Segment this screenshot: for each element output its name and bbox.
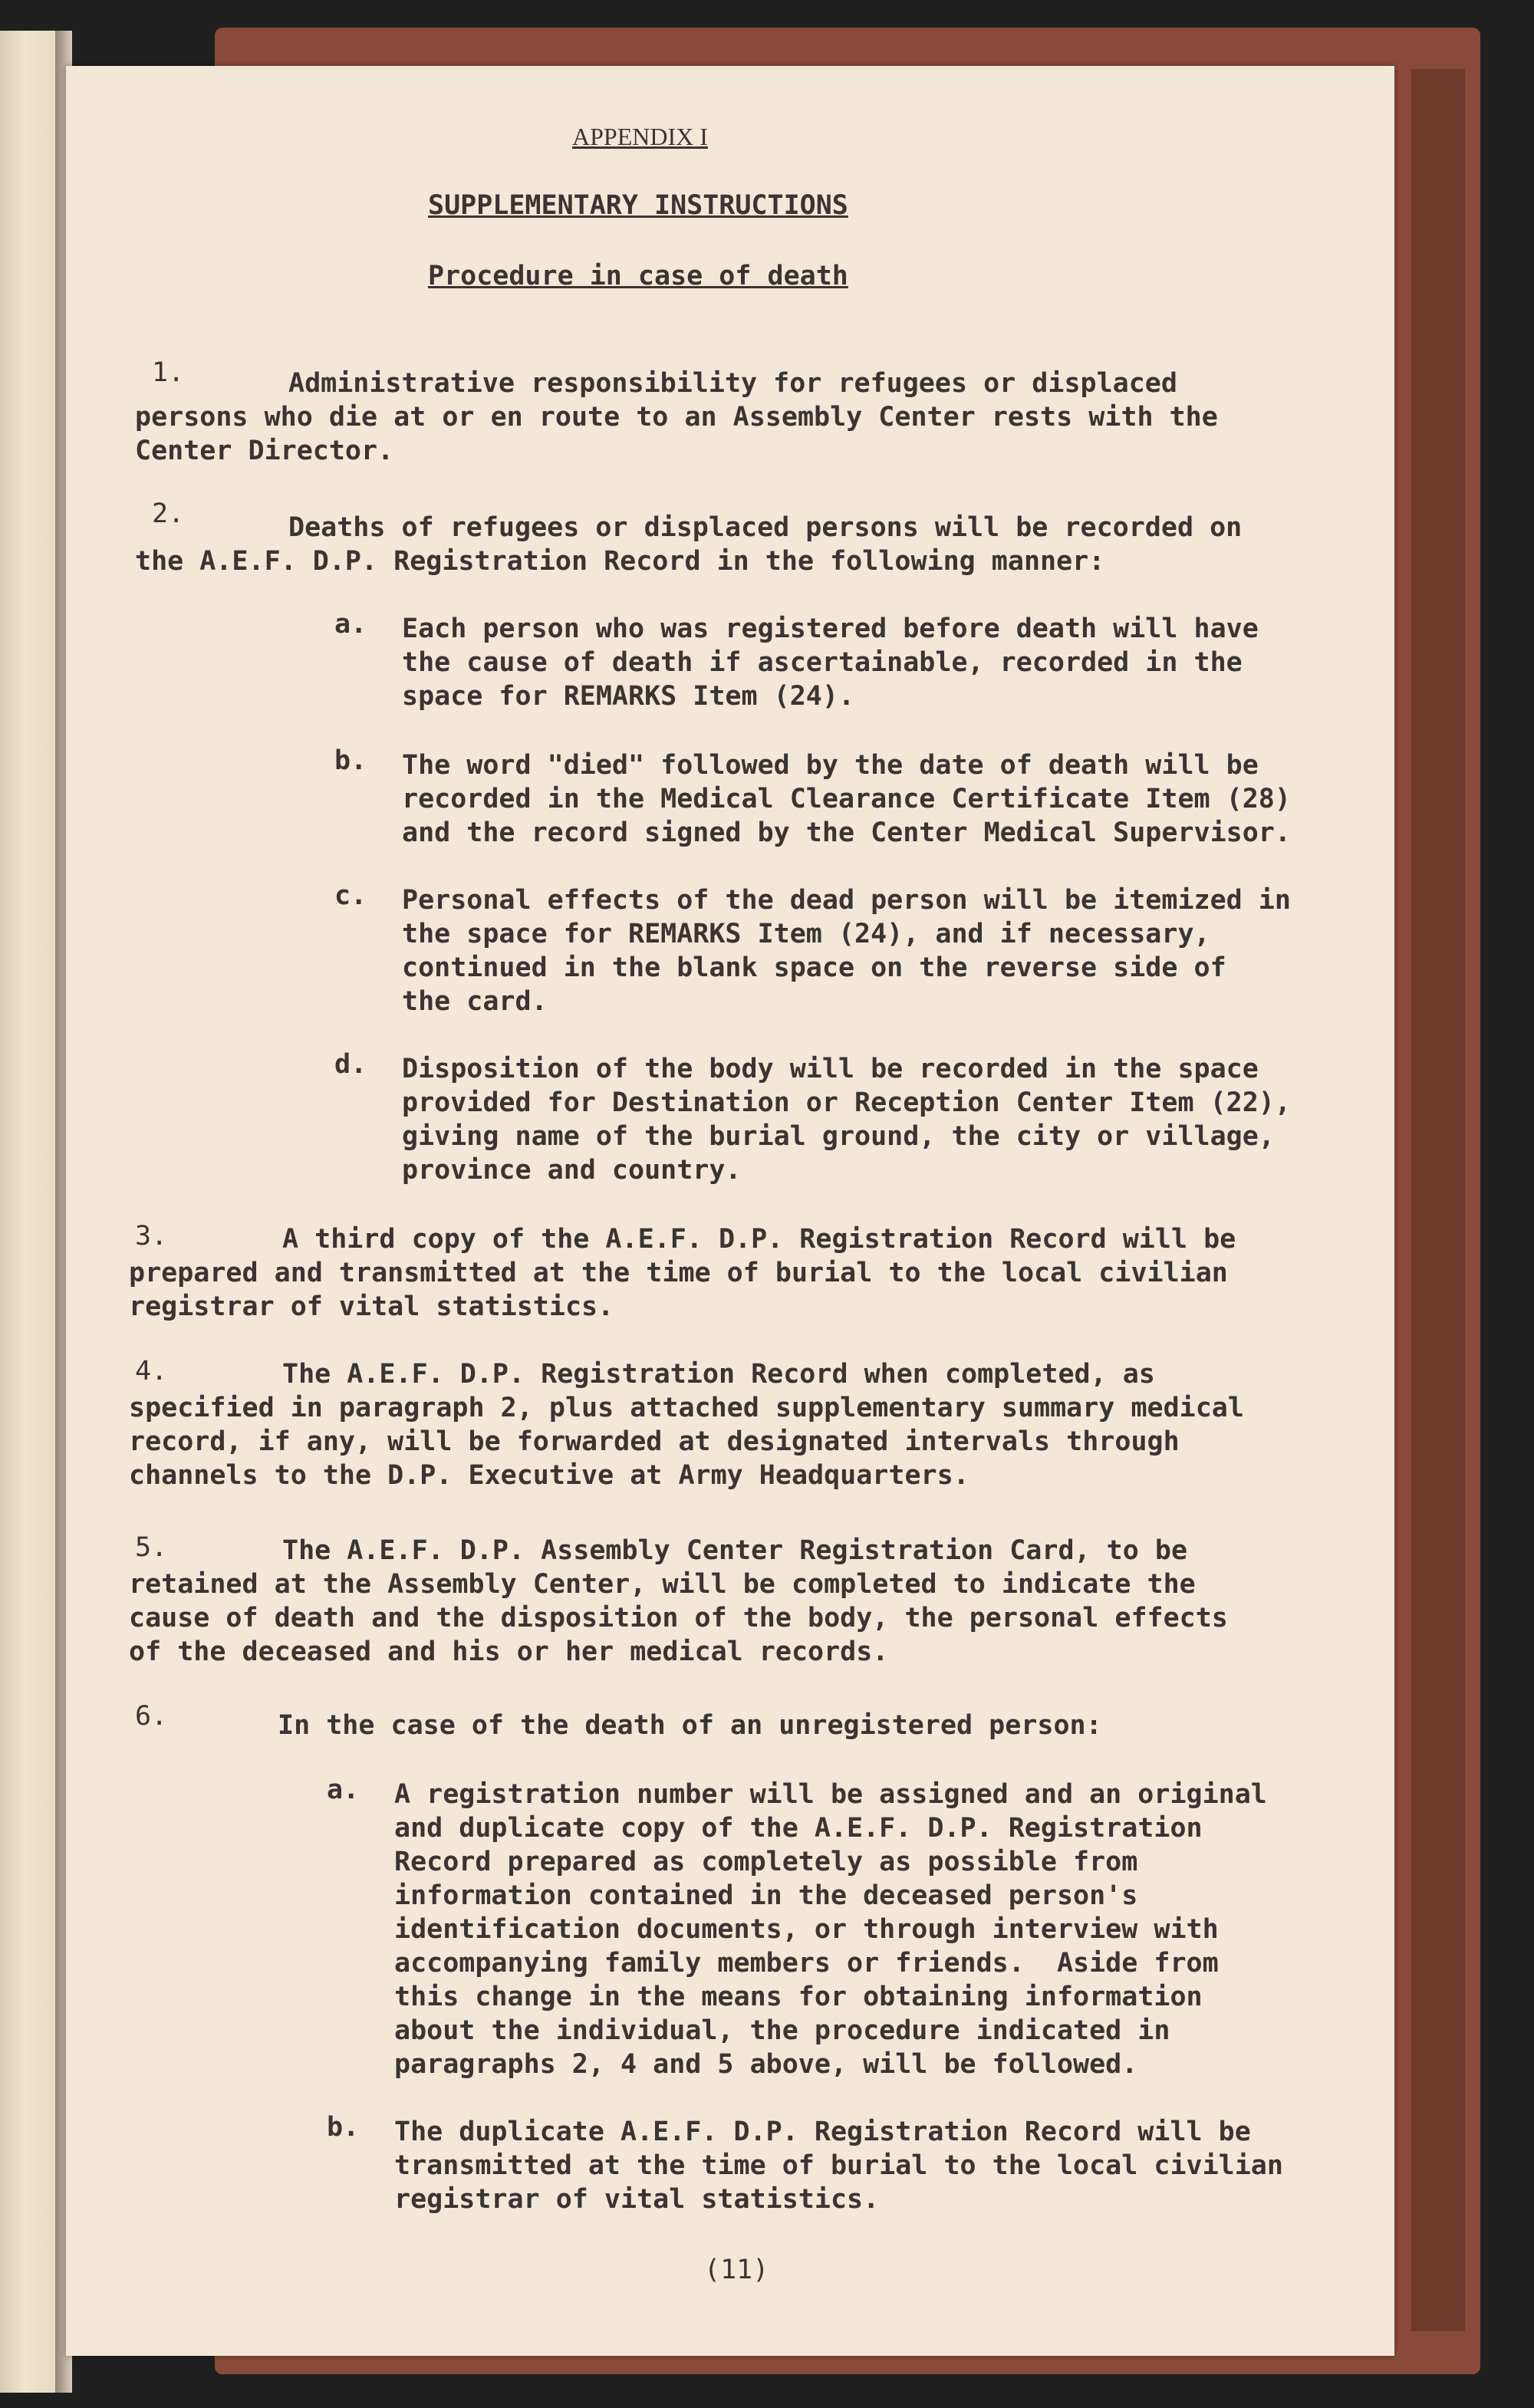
item-line: Personal effects of the dead person will be itemized in	[402, 885, 1291, 916]
paragraph-line: channels to the D.P. Executive at Army Headquarters.	[129, 1460, 969, 1491]
item-label: b.	[327, 2112, 360, 2143]
paragraph-line: record, if any, will be forwarded at designated intervals through	[129, 1426, 1180, 1457]
paragraph-line: retained at the Assembly Center, will be completed to indicate the	[129, 1569, 1196, 1600]
paragraph-line: Center Director.	[135, 436, 394, 466]
item-line: and duplicate copy of the A.E.F. D.P. Registration	[394, 1813, 1203, 1844]
paragraph-line: The A.E.F. D.P. Registration Record when completed, as	[282, 1359, 1155, 1390]
item-label: d.	[334, 1049, 367, 1080]
item-line: the card.	[402, 986, 548, 1017]
paragraph-line: persons who die at or en route to an Assembly Center rests with the	[135, 402, 1218, 433]
item-line: registrar of vital statistics.	[394, 2184, 880, 2215]
item-line: recorded in the Medical Clearance Certificate Item (28)	[402, 784, 1291, 814]
item-line: province and country.	[402, 1155, 742, 1186]
paragraph-line: the A.E.F. D.P. Registration Record in the following manner:	[135, 546, 1105, 577]
item-line: A registration number will be assigned and an original	[394, 1779, 1267, 1810]
item-line: Disposition of the body will be recorded in the space	[402, 1054, 1259, 1084]
item-label: a.	[327, 1775, 360, 1805]
paragraph-line: In the case of the death of an unregistered person:	[278, 1710, 1102, 1741]
paragraph-number: 1.	[152, 357, 185, 388]
item-line: paragraphs 2, 4 and 5 above, will be followed.	[394, 2049, 1138, 2080]
item-line: The duplicate A.E.F. D.P. Registration Record will be	[394, 2117, 1251, 2147]
item-line: continued in the blank space on the reverse side of	[402, 952, 1226, 983]
item-line: about the individual, the procedure indicated in	[394, 2015, 1170, 2046]
document-subtitle: Procedure in case of death	[428, 261, 848, 291]
paragraph-number: 3.	[135, 1221, 168, 1252]
facing-page-edge	[0, 31, 61, 2393]
paragraph-line: A third copy of the A.E.F. D.P. Registration Record will be	[282, 1224, 1236, 1255]
item-line: accompanying family members or friends. Aside from	[394, 1948, 1219, 1979]
item-label: a.	[334, 609, 367, 640]
document-title: SUPPLEMENTARY INSTRUCTIONS	[428, 190, 848, 221]
paragraph-line: registrar of vital statistics.	[129, 1291, 614, 1322]
paragraph-line: Administrative responsibility for refugees or displaced	[288, 368, 1177, 399]
appendix-heading: APPENDIX I	[572, 123, 708, 150]
paragraph-line: The A.E.F. D.P. Assembly Center Registration Card, to be	[282, 1535, 1188, 1566]
paragraph-number: 2.	[152, 498, 185, 529]
item-line: transmitted at the time of burial to the local civilian	[394, 2150, 1283, 2181]
item-line: identification documents, or through interview with	[394, 1914, 1219, 1945]
item-line: provided for Destination or Reception Center Item (22),	[402, 1087, 1291, 1118]
book-cover-edge	[1411, 69, 1465, 2331]
paragraph-number: 6.	[135, 1701, 168, 1732]
paragraph-line: Deaths of refugees or displaced persons will be recorded on	[288, 512, 1243, 543]
paragraph-number: 5.	[135, 1532, 168, 1563]
paragraph-line: of the deceased and his or her medical records.	[129, 1637, 889, 1667]
paragraph-number: 4.	[135, 1356, 168, 1387]
item-line: giving name of the burial ground, the city or village,	[402, 1121, 1275, 1152]
item-line: this change in the means for obtaining information	[394, 1982, 1203, 2012]
item-line: The word "died" followed by the date of death will be	[402, 750, 1259, 781]
item-label: c.	[334, 880, 367, 911]
item-line: information contained in the deceased person's	[394, 1880, 1138, 1911]
item-line: the space for REMARKS Item (24), and if necessary,	[402, 919, 1210, 949]
page-number: (11)	[704, 2255, 769, 2285]
paragraph-line: specified in paragraph 2, plus attached supplementary summary medical	[129, 1393, 1244, 1423]
paragraph-line: cause of death and the disposition of the body, the personal effects	[129, 1603, 1228, 1633]
item-line: Record prepared as completely as possible from	[394, 1847, 1138, 1877]
item-line: and the record signed by the Center Medical Supervisor.	[402, 817, 1291, 848]
item-line: the cause of death if ascertainable, recorded in the	[402, 647, 1243, 678]
paragraph-line: prepared and transmitted at the time of burial to the local civilian	[129, 1258, 1228, 1288]
item-line: Each person who was registered before death will have	[402, 614, 1259, 644]
item-line: space for REMARKS Item (24).	[402, 681, 855, 712]
document-page	[66, 66, 1394, 2356]
item-label: b.	[334, 745, 367, 776]
